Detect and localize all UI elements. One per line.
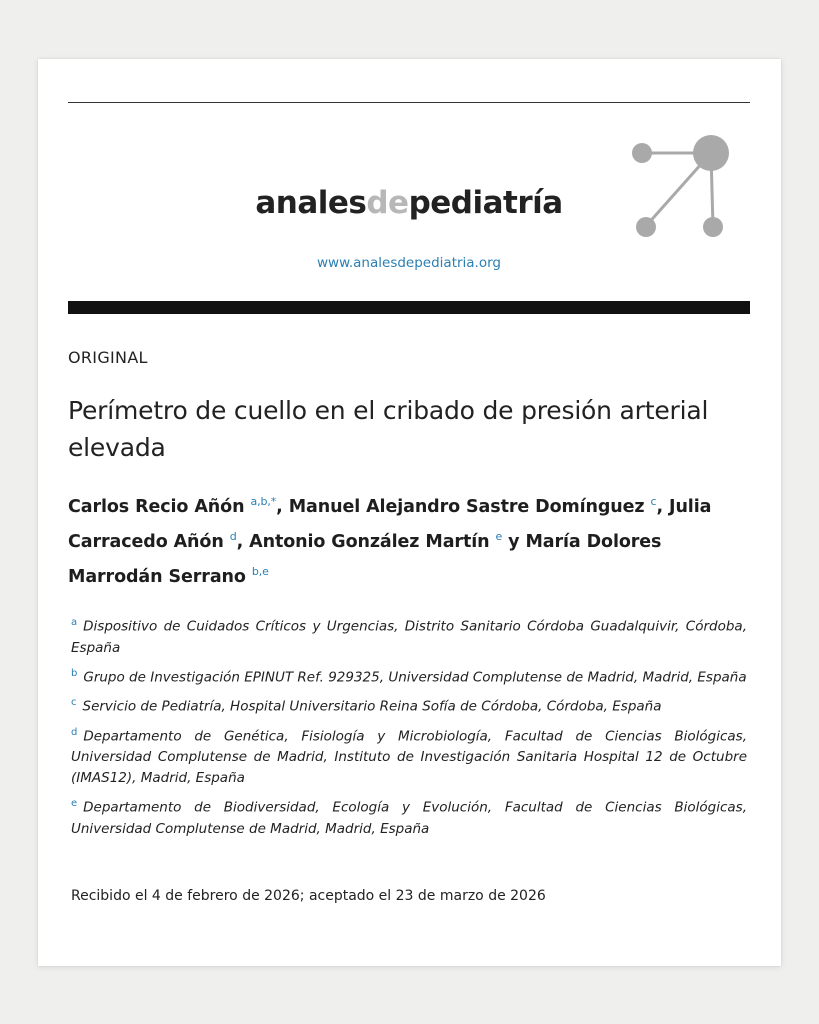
affiliation-item: [71, 663, 747, 689]
author-list: Carlos Recio Añón $^{a,b,*}$, Manuel Alejandro Sastre Domínguez $^c$, Julia Carracedo Añón $^d$, Antonio González Martín $^e$ y María Dolores Marrodán Serrano $^{b,e}$: [68, 495, 712, 587]
journal-url-link[interactable]: www.analesdepediatria.org: [316, 255, 501, 271]
affiliation-item: [71, 722, 747, 790]
author-affiliation-ref[interactable]: a,b,*: [250, 495, 277, 508]
author-name: Manuel Alejandro Sastre Domínguez: [288, 496, 645, 517]
affiliation-key: e: [71, 798, 78, 809]
affiliation-key: b: [71, 667, 78, 679]
affiliation-item: [71, 692, 747, 718]
author-affiliation-ref[interactable]: c: [650, 495, 657, 508]
journal-name-part3: pediatría: [408, 185, 563, 221]
journal-name-part1: anales: [255, 185, 367, 221]
affiliation-text: Departamento de Biodiversidad, Ecología y Evolución, Facultad de Ciencias Biológicas, Universidad Complutense de Madrid, Madrid, España: [71, 799, 747, 837]
article-section-label: ORIGINAL: [68, 348, 148, 367]
author-affiliation-ref[interactable]: b,e: [251, 564, 269, 578]
affiliation-text: Dispositivo de Cuidados Críticos y Urgencias, Distrito Sanitario Córdoba Guadalquivir, Córdoba, España: [71, 618, 747, 656]
affiliation-key: d: [71, 726, 78, 738]
header-thick-divider: [68, 301, 750, 314]
author-name: María Dolores Marrodán Serrano: [68, 531, 662, 587]
author-affiliation-ref[interactable]: d: [229, 529, 237, 543]
received-accepted-dates: Recibido el 4 de febrero de 2026; aceptado el 23 de marzo de 2026: [71, 888, 546, 904]
author-name: Julia Carracedo Añón: [68, 496, 712, 552]
affiliation-text: Servicio de Pediatría, Hospital Universitario Reina Sofía de Córdoba, Córdoba, España: [82, 698, 662, 715]
author-name: Antonio González Martín: [249, 531, 490, 552]
affiliation-key: c: [71, 697, 77, 708]
affiliation-item: [71, 793, 747, 840]
affiliation-item: [71, 612, 747, 659]
affiliation-text: Departamento de Genética, Fisiología y Microbiología, Facultad de Ciencias Biológicas, Universidad Complutense de Madrid, Instituto de Investigación Sanitaria Hospital 12 de Octubre (IMAS12), Madrid, España: [71, 728, 747, 786]
molecule-network-icon: [616, 127, 736, 247]
article-title: Perímetro de cuello en el cribado de presión arterial elevada: [68, 396, 709, 462]
affiliations-list: [71, 612, 747, 844]
top-divider: [68, 102, 750, 103]
affiliation-key: a: [71, 617, 78, 628]
author-affiliation-ref[interactable]: e: [495, 529, 503, 543]
journal-name-part2: de: [366, 185, 409, 221]
affiliation-text: Grupo de Investigación EPINUT Ref. 929325, Universidad Complutense de Madrid, Madrid, España: [83, 669, 747, 685]
article-page: [38, 59, 781, 966]
author-name: Carlos Recio Añón: [68, 496, 245, 517]
